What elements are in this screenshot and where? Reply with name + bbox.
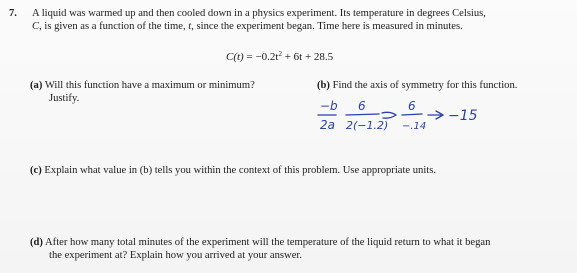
hand-result: −15 xyxy=(448,108,478,124)
part-d-question-line2: the experiment at? Explain how you arrived at your answer. xyxy=(49,250,302,261)
part-a-label: (a) xyxy=(30,80,43,91)
part-b-label: (b) xyxy=(317,80,330,91)
intro-text-segment: , is given as a function of the time, xyxy=(39,21,189,32)
hand-frac3-num: 6 xyxy=(408,99,416,113)
part-b xyxy=(317,80,517,92)
variable-c: C xyxy=(32,21,40,32)
part-c xyxy=(30,165,436,177)
problem-intro-line1: A liquid was warmed up and then cooled down in a physics experiment. Its temperature in degrees Celsius, xyxy=(32,8,486,19)
temperature-formula xyxy=(226,50,333,63)
formula-rest: + 6t + 28.5 xyxy=(281,51,334,63)
hand-frac1-num: −b xyxy=(320,99,338,113)
part-d xyxy=(30,237,490,249)
intro-text-segment-2: , since the experiment began. Time here is measured in minutes. xyxy=(191,21,463,32)
hand-frac2-num: 6 xyxy=(358,99,366,113)
part-a-justify: Justify. xyxy=(49,93,80,104)
hand-frac2-den: 2(−1.2) xyxy=(346,119,389,132)
problem-number: 7. xyxy=(9,8,17,19)
hand-frac1-den: 2a xyxy=(320,118,335,132)
part-c-label: (c) xyxy=(30,165,42,176)
part-b-question: Find the axis of symmetry for this function. xyxy=(332,80,518,91)
part-c-question: Explain what value in (b) tells you within the context of this problem. Use appropriate units. xyxy=(44,165,437,176)
formula-exponent: 2 xyxy=(278,50,282,58)
formula-lhs: C(t) xyxy=(226,51,244,63)
handwritten-work xyxy=(316,92,526,138)
part-a-question: Will this function have a maximum or minimum? xyxy=(44,80,255,91)
part-a xyxy=(30,80,255,92)
variable-t: t xyxy=(188,21,192,32)
hand-frac3-den: −.14 xyxy=(402,121,427,132)
formula-eq: = −0.2t xyxy=(246,51,279,63)
part-d-label: (d) xyxy=(30,237,43,248)
part-d-question-line1: After how many total minutes of the experiment will the temperature of the liquid return to what it began xyxy=(45,237,491,248)
problem-intro-line2 xyxy=(32,21,463,33)
